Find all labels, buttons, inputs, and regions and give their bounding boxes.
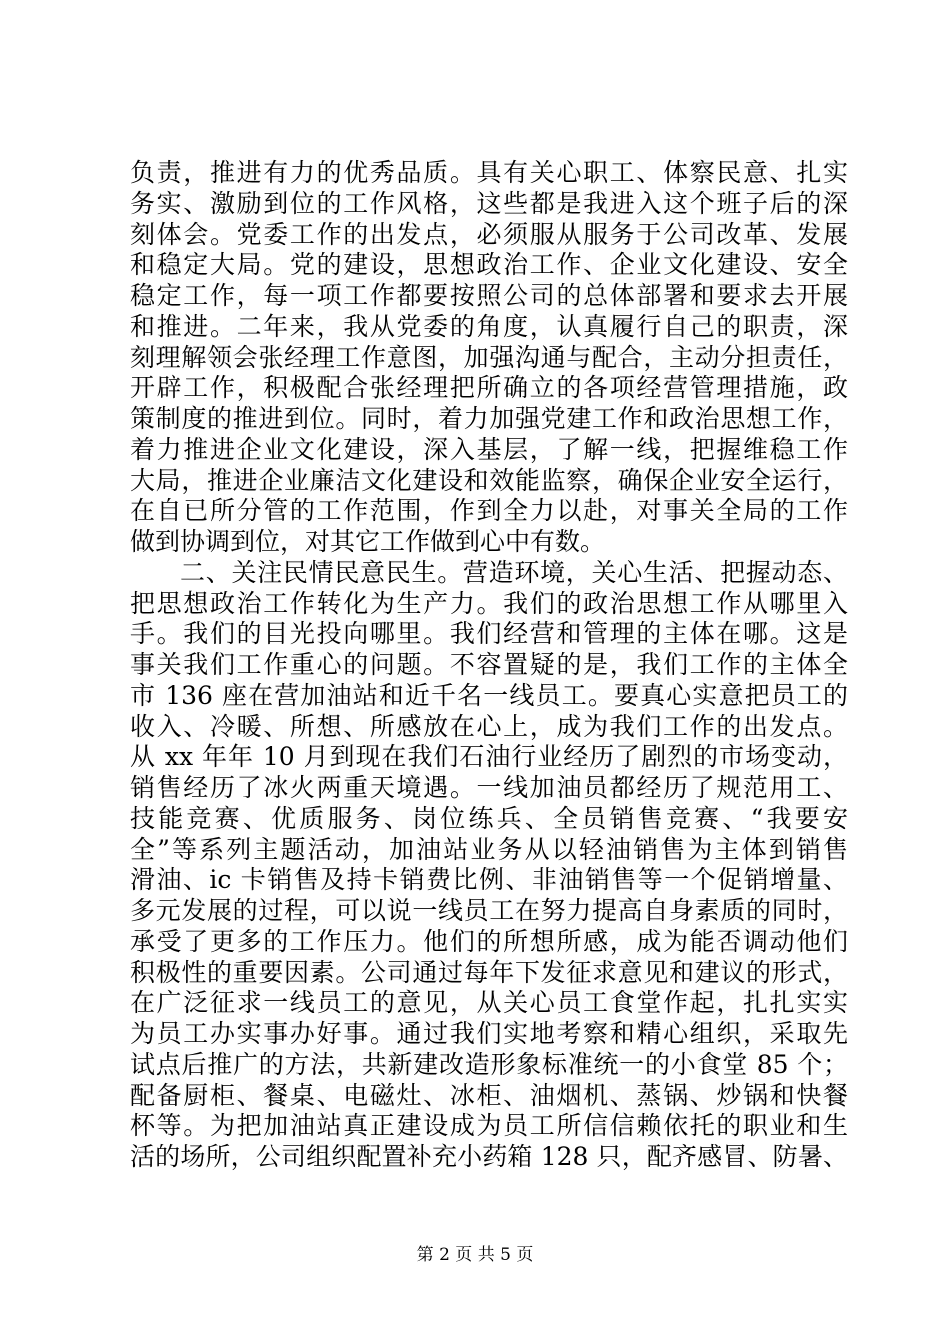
text-line: 杯等。为把加油站真正建设成为员工所信信赖依托的职业和生 bbox=[130, 1111, 848, 1141]
text-line: 全”等系列主题活动，加油站业务从以轻油销售为主体到销售 bbox=[130, 834, 848, 864]
paragraph-2 bbox=[130, 558, 848, 1173]
text-line: 积极性的重要因素。公司通过每年下发征求意见和建议的形式， bbox=[130, 957, 848, 987]
text-line: 配备厨柜、餐桌、电磁灶、冰柜、油烟机、蒸锅、炒锅和快餐 bbox=[130, 1080, 848, 1110]
text-line: 在广泛征求一线员工的意见，从关心员工食堂作起，扎扎实实 bbox=[130, 988, 848, 1018]
text-line: 开辟工作，积极配合张经理把所确立的各项经营管理措施，政 bbox=[130, 373, 848, 403]
text-line: 二、关注民情民意民生。营造环境，关心生活、把握动态、 bbox=[180, 557, 848, 587]
text-line: 滑油、ic 卡销售及持卡销费比例、非油销售等一个促销增量、 bbox=[130, 865, 848, 895]
text-line: 事关我们工作重心的问题。不容置疑的是，我们工作的主体全 bbox=[130, 650, 848, 679]
text-line: 和稳定大局。党的建设，思想政治工作、企业文化建设、安全 bbox=[130, 250, 848, 280]
text-line: 为员工办实事办好事。通过我们实地考察和精心组织，采取先 bbox=[130, 1019, 848, 1048]
page-footer: 第 2 页 共 5 页 bbox=[416, 1245, 534, 1265]
text-line: 稳定工作，每一项工作都要按照公司的总体部署和要求去开展 bbox=[130, 281, 848, 310]
text-line: 技能竞赛、优质服务、岗位练兵、全员销售竞赛、“我要安 bbox=[130, 803, 848, 833]
text-line: 承受了更多的工作压力。他们的所想所感，成为能否调动他们 bbox=[130, 926, 848, 956]
text-line: 大局，推进企业廉洁文化建设和效能监察，确保企业安全运行， bbox=[130, 465, 848, 495]
text-line: 做到协调到位，对其它工作做到心中有数。 bbox=[130, 527, 606, 556]
text-line: 和推进。二年来，我从党委的角度，认真履行自己的职责，深 bbox=[130, 311, 848, 341]
paragraph-1 bbox=[130, 158, 848, 558]
document-body bbox=[130, 158, 848, 1173]
text-line: 销售经历了冰火两重天境遇。一线加油员都经历了规范用工、 bbox=[130, 773, 848, 802]
text-line: 收入、冷暖、所想、所感放在心上，成为我们工作的出发点。 bbox=[130, 711, 848, 741]
text-line: 策制度的推进到位。同时，着力加强党建工作和政治思想工作， bbox=[130, 404, 848, 433]
text-line: 着力推进企业文化建设，深入基层，了解一线，把握维稳工作 bbox=[130, 434, 848, 464]
text-line: 刻理解领会张经理工作意图，加强沟通与配合，主动分担责任， bbox=[130, 342, 848, 372]
text-line: 从 xx 年年 10 月到现在我们石油行业经历了剧烈的市场变动， bbox=[130, 742, 848, 772]
text-line: 务实、激励到位的工作风格，这些都是我进入这个班子后的深 bbox=[130, 188, 848, 218]
text-line: 试点后推广的方法，共新建改造形象标准统一的小食堂 85 个； bbox=[130, 1049, 848, 1079]
text-line: 在自已所分管的工作范围，作到全力以赴，对事关全局的工作 bbox=[130, 496, 848, 526]
text-line: 把思想政治工作转化为生产力。我们的政治思想工作从哪里入 bbox=[130, 588, 848, 618]
text-line: 手。我们的目光投向哪里。我们经营和管理的主体在哪。这是 bbox=[130, 619, 848, 649]
text-line: 负责，推进有力的优秀品质。具有关心职工、体察民意、扎实 bbox=[130, 158, 848, 187]
text-line: 多元发展的过程，可以说一线员工在努力提高自身素质的同时， bbox=[130, 896, 848, 925]
text-line: 活的场所，公司组织配置补充小药箱 128 只，配齐感冒、防暑、 bbox=[130, 1142, 848, 1171]
text-line: 市 136 座在营加油站和近千名一线员工。要真心实意把员工的 bbox=[130, 680, 848, 710]
text-line: 刻体会。党委工作的出发点，必须服从服务于公司改革、发展 bbox=[130, 219, 848, 249]
